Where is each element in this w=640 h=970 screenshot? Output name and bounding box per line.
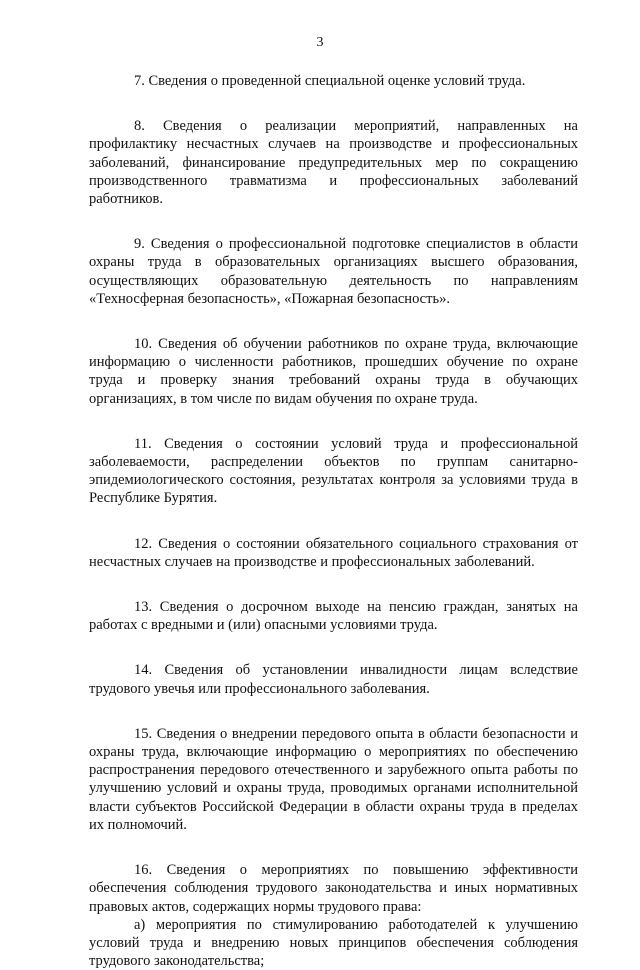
item-12: 12. Сведения о состоянии обязательного социального страхования от несчастных случаев на производстве и профессиональных заболеваний. <box>89 535 578 570</box>
item-16-block <box>89 861 578 970</box>
item-10: 10. Сведения об обучении работников по охране труда, включающие информацию о численности работников, прошедших обучение по охране труда и проверку знания требований охраны труда в обучающих организациях, в том числе по видам обучения по охране труда. <box>89 336 578 407</box>
item-11: 11. Сведения о состоянии условий труда и профессиональной заболеваемости, распределении объектов по группам санитарно-эпидемиологического состояния, результатах контроля за условиями труда в Республике Бурятия. <box>89 435 578 507</box>
item-11-block <box>89 435 578 508</box>
page-number: 3 <box>316 35 324 50</box>
item-16: 16. Сведения о мероприятиях по повышению эффективности обеспечения соблюдения трудового законодательства и иных нормативных правовых актов, содержащих нормы трудового права: <box>89 862 578 915</box>
item-8: 8. Сведения о реализации мероприятий, направленных на профилактику несчастных случаев на производстве и профессиональных заболеваний, финансирование предупредительных мер по сокращению производственного травматизма и профессиональных заболеваний работников. <box>89 118 578 208</box>
item-10-block <box>89 335 578 408</box>
item-15: 15. Сведения о внедрении передового опыта в области безопасности и охраны труда, включающие информацию о мероприятиях по обеспечению распространения передового отечественного и зарубежного опыта работы по улучшению условий и охраны труда, проводимых органами исполнительной власти субъектов Российской Федерации в области охраны труда в пределах их полномочий. <box>89 725 578 833</box>
item-8-block <box>89 117 578 208</box>
item-16-a: а) мероприятия по стимулированию работодателей к улучшению условий труда и внедрению новых принципов обеспечения соблюдения трудового законодательства; <box>89 916 578 970</box>
item-12-block <box>89 535 578 571</box>
item-15-block <box>89 725 578 834</box>
item-13: 13. Сведения о досрочном выходе на пенсию граждан, занятых на работах с вредными и (или) опасными условиями труда. <box>89 599 578 634</box>
item-7: 7. Сведения о проведенной специальной оценке условий труда. <box>134 73 526 89</box>
item-9-block <box>89 235 578 308</box>
item-14: 14. Сведения об установлении инвалидности лицам вследствие трудового увечья или профессионального заболевания. <box>89 662 578 697</box>
item-14-block <box>89 661 578 697</box>
item-7-block <box>89 72 578 90</box>
item-9: 9. Сведения о профессиональной подготовке специалистов в области охраны труда в образовательных организациях высшего образования, осуществляющих образовательную деятельность по направлениям «Техносферная безопасность», «Пожарная безопасность». <box>89 236 578 307</box>
item-13-block <box>89 598 578 634</box>
document-body <box>89 72 578 970</box>
